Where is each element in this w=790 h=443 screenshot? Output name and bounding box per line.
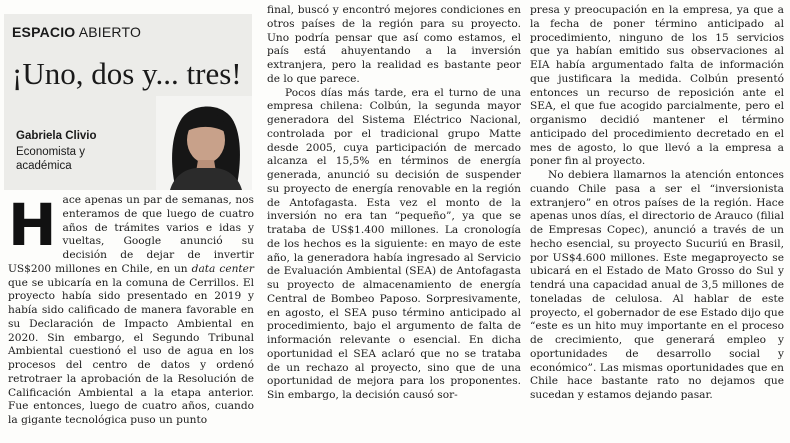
column3-paragraph-2: No debiera llamarnos la atención entonces cuando Chile pasa a ser el “inversionista extranjero” en otros países de la región. Hace apenas unos días, el directorio de Arauco (filial de Empresas Copec), anunció a través de un hecho esencial, su proyecto Sucuriú en Brasil, por US$4.600 millones. Este megaproyecto se ubicará en el Estado de Mato Grosso do Sul y tendrá una capacidad anual de 3,5 millones de toneladas de celulosa. Al hablar de este proyecto, el gobernador de ese Estado dijo que “este es un hito muy importante en el proceso de crecimiento, que generará empleo y oportunidades de desarrollo social y económico”. Las mismas oportunidades que en Chile hace bastante rato no dejamos que sucedan y estamos dejando pasar. [530, 169, 784, 401]
column3-paragraph-1: presa y preocupación en la empresa, ya que a la fecha de poner término anticipado al procedimiento, ninguno de los 15 servicios que ya habían emitido sus observaciones al EIA había argumentado falta de información que justificara la medida. Colbún presentó entonces un recurso de reposición ante el SEA, el que fue acogido parcialmente, pero el organismo decidió mantener el término anticipado del procedimiento decretado en el mes de agosto, lo que llevó a la empresa a poner fin al proyecto. [530, 4, 784, 168]
column1-text-b: que se ubicaría en la comuna de Cerrillos. El proyecto había sido presentado en 2019 y había sido calificado de manera favorable en su Declaración de Impacto Ambiental en 2020. Sin embargo, el Segundo Tribunal Ambiental cuestionó el uso de agua en los procesos del centro de datos y ordenó retrotraer la aprobación de la Resolución de Calificación Ambiental a la etapa anterior. Fue entonces, luego de cuatro años, cuando la gigante tecnológica puso un punto [8, 276, 254, 426]
author-role: Economista y académica [16, 146, 86, 172]
headline: ¡Uno, dos y... tres! [12, 56, 242, 91]
article-column-1 [8, 191, 254, 428]
column1-italic-term: data center [191, 262, 254, 275]
column1-paragraph [8, 191, 254, 428]
section-label-bold: ESPACIO [12, 24, 76, 40]
column2-paragraph-2: Pocos días más tarde, era el turno de una empresa chilena: Colbún, la segunda mayor generadora del Sistema Eléctrico Nacional, controlada por el tradicional grupo Matte desde 2005, cuya participación de mercado alcanza el 15,5% en términos de energía generada, anunció su decisión de suspender su proyecto de energía renovable en la región de Antofagasta. Esta vez el monto de la inversión no era tan “pequeño”, ya que se trataba de US$1.400 millones. La cronología de los hechos es la siguiente: en mayo de este año, la generadora había ingresado al Servicio de Evaluación Ambiental (SEA) de Antofagasta su proyecto de almacenamiento de energía Central de Bombeo Paposo. Sorpresivamente, en agosto, el SEA puso término anticipado al procedimiento, bajo el argumento de falta de información relevante o esencial. En dicha oportunidad el SEA aclaró que no se trataba de un rechazo al proyecto, sino que de una oportunidad de mejora para los proponentes. Sin embargo, la decisión causó sor- [267, 86, 521, 401]
drop-cap: H [8, 191, 57, 259]
section-label-regular: ABIERTO [78, 24, 142, 40]
article-column-2 [267, 4, 521, 403]
column2-paragraph-1: final, buscó y encontró mejores condiciones en otros países de la región para su proyecto. Uno podría pensar que así como estamos, el país está ahuyentando a la inversión extranjera, pero la realidad es bastante peor de lo que parece. [267, 4, 521, 85]
author-name: Gabriela Clivio [16, 130, 97, 142]
article-column-3 [530, 4, 784, 403]
section-label [12, 24, 141, 40]
column1-text-a: ace apenas un par de semanas, nos enteramos de que luego de cuatro años de trámites varios e idas y vueltas, Google anunció su decisión de dejar de invertir US$200 millones en Chile, en un [8, 194, 254, 275]
author-portrait-photo [156, 96, 252, 190]
